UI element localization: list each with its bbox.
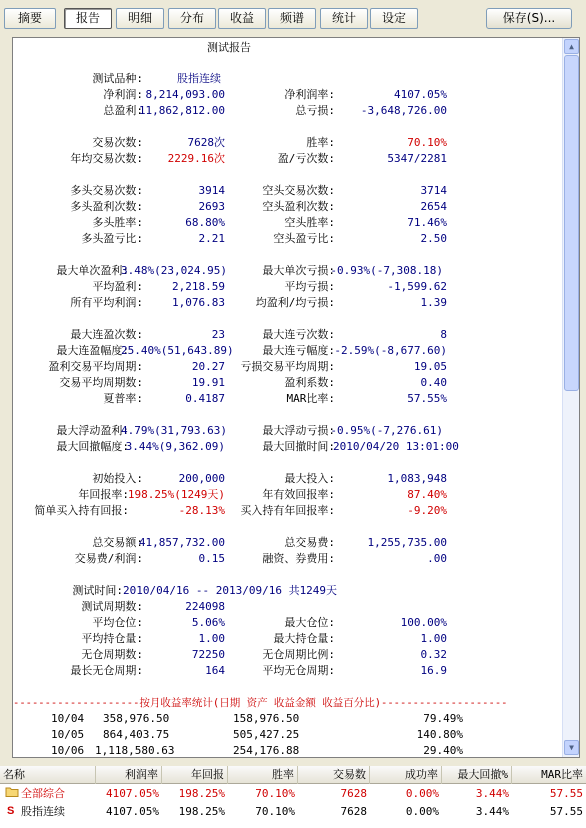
total-profit-value: 11,862,812.00 xyxy=(138,104,225,117)
win-rate-label: 胜率: xyxy=(306,136,335,149)
win-rate-value: 70.10% xyxy=(407,136,447,149)
max-drawdown-time-label: 最大回撤时间: xyxy=(262,440,335,453)
trade-avg-period-value: 19.91 xyxy=(191,376,225,389)
mar-value: 57.55% xyxy=(407,392,447,405)
cell-success-rate: 0.00% xyxy=(405,787,439,800)
tab-details[interactable]: 明细 xyxy=(116,8,164,29)
product-label: 测试品种: xyxy=(92,72,143,85)
monthly-pct: 79.49% xyxy=(423,712,463,725)
tab-summary[interactable]: 摘要 xyxy=(4,8,56,29)
max-float-profit-label: 最大浮动盈利: xyxy=(56,424,129,437)
avg-profit-value: 2,218.59 xyxy=(172,280,225,293)
fee-profit-ratio-label: 交易费/利润: xyxy=(74,552,143,565)
cell-profit-rate: 4107.05% xyxy=(106,787,159,800)
tab-spectrum[interactable]: 频谱 xyxy=(268,8,316,29)
max-float-profit-value: 4.79%(31,793.63) xyxy=(121,424,227,437)
avg-net-value: 1,076.83 xyxy=(172,296,225,309)
monthly-date: 10/05 xyxy=(51,728,85,741)
loss-avg-period-value: 19.05 xyxy=(413,360,447,373)
avg-pl-ratio-value: 1.39 xyxy=(420,296,447,309)
initial-invest-label: 初始投入: xyxy=(92,472,143,485)
max-consec-win-amp-value: 25.40%(51,643.89) xyxy=(121,344,234,357)
long-pl-ratio-label: 多头盈亏比: xyxy=(81,232,143,245)
annual-eff-return-value: 87.40% xyxy=(407,488,447,501)
annual-trades-value: 2229.16次 xyxy=(167,152,225,165)
save-button[interactable]: 保存(S)... xyxy=(486,8,572,29)
monthly-asset: 358,976.50 xyxy=(103,712,170,725)
report-content xyxy=(13,38,563,757)
cell-success-rate: 0.00% xyxy=(405,805,439,818)
column-header-name[interactable]: 名称 xyxy=(0,766,96,784)
max-consec-loss-amp-value: -2.59%(-8,677.60) xyxy=(334,344,447,357)
max-consec-win-label: 最大连盈次数: xyxy=(70,328,143,341)
monthly-row xyxy=(13,744,580,758)
column-header-profit-rate[interactable]: 利润率 xyxy=(96,766,162,784)
monthly-row xyxy=(13,712,580,726)
profit-factor-value: 0.40 xyxy=(420,376,447,389)
long-win-rate-label: 多头胜率: xyxy=(92,216,143,229)
avg-flat-value: 16.9 xyxy=(420,664,447,677)
report-vertical-scrollbar[interactable] xyxy=(562,38,579,757)
tab-returns[interactable]: 收益 xyxy=(218,8,266,29)
sharpe-label: 夏普率: xyxy=(103,392,143,405)
column-header-mar[interactable]: MAR比率 xyxy=(541,768,583,781)
max-single-loss-value: -0.93%(-7,308.18) xyxy=(330,264,443,277)
max-drawdown-label: 最大回撤幅度: xyxy=(56,440,129,453)
sharpe-value: 0.4187 xyxy=(185,392,225,405)
avg-pl-ratio-label: 均盈利/均亏损: xyxy=(255,296,335,309)
max-consec-win-amp-label: 最大连盈幅度: xyxy=(56,344,129,357)
bh-annual-return-label: 买入持有年回报率: xyxy=(240,504,335,517)
net-profit-label: 净利润: xyxy=(103,88,143,101)
monthly-date: 10/04 xyxy=(51,712,85,725)
max-consec-loss-label: 最大连亏次数: xyxy=(262,328,335,341)
bh-return-label: 简单买入持有回报: xyxy=(34,504,129,517)
avg-holding-value: 1.00 xyxy=(198,632,225,645)
net-profit-rate-value: 4107.05% xyxy=(394,88,447,101)
annual-trades-label: 年均交易次数: xyxy=(70,152,143,165)
long-win-count-value: 2693 xyxy=(198,200,225,213)
cell-mar: 57.55 xyxy=(549,787,583,800)
max-single-profit-value: 3.48%(23,024.95) xyxy=(121,264,227,277)
column-header-max-drawdown[interactable]: 最大回撤% xyxy=(442,766,512,784)
cell-profit-rate: 4107.05% xyxy=(106,805,159,818)
avg-position-label: 平均仓位: xyxy=(92,616,143,629)
avg-net-label: 所有平均利润: xyxy=(70,296,143,309)
cell-win-rate: 70.10% xyxy=(255,787,295,800)
monthly-header: --------------------按月收益率统计(日期 资产 收益金额 收益百分比)-------------------- xyxy=(13,697,508,709)
avg-flat-label: 平均无仓周期: xyxy=(262,664,335,677)
column-header-annual-return[interactable]: 年回报 xyxy=(162,766,228,784)
avg-position-value: 5.06% xyxy=(191,616,225,629)
strategy-s-icon: S xyxy=(7,805,15,817)
report-tab-bar xyxy=(0,0,586,34)
win-avg-period-value: 20.27 xyxy=(191,360,225,373)
total-fees-value: 1,255,735.00 xyxy=(367,536,447,549)
win-loss-count-value: 5347/2281 xyxy=(387,152,447,165)
max-invest-value: 1,083,948 xyxy=(387,472,447,485)
fee-profit-ratio-value: 0.15 xyxy=(198,552,225,565)
test-time-value: 2010/04/16 -- 2013/09/16 共1249天 xyxy=(123,584,338,597)
strategy-summary-table xyxy=(0,766,586,828)
scroll-up-arrow-icon[interactable]: ▲ xyxy=(564,39,579,54)
cell-win-rate: 70.10% xyxy=(255,805,295,818)
tab-distribution[interactable]: 分布 xyxy=(168,8,216,29)
max-drawdown-time-value: 2010/04/20 13:01:00 xyxy=(333,440,459,453)
trade-avg-period-label: 交易平均周期数: xyxy=(59,376,143,389)
max-invest-label: 最大投入: xyxy=(284,472,335,485)
initial-invest-value: 200,000 xyxy=(178,472,225,485)
net-profit-rate-label: 净利润率: xyxy=(284,88,335,101)
monthly-asset: 1,118,580.63 xyxy=(95,744,175,757)
max-flat-value: 164 xyxy=(205,664,225,677)
test-periods-label: 测试周期数: xyxy=(81,600,143,613)
flat-ratio-value: 0.32 xyxy=(420,648,447,661)
cell-trades: 7628 xyxy=(340,805,367,818)
row-name: 全部综合 xyxy=(21,787,65,800)
scroll-down-arrow-icon[interactable]: ▼ xyxy=(564,740,579,755)
max-single-loss-label: 最大单次亏损: xyxy=(262,264,335,277)
bh-return-value: -28.13% xyxy=(178,504,225,517)
column-header-win-rate[interactable]: 胜率 xyxy=(228,766,298,784)
avg-holding-label: 平均持仓量: xyxy=(81,632,143,645)
long-win-count-label: 多头盈利次数: xyxy=(70,200,143,213)
long-trades-value: 3914 xyxy=(198,184,225,197)
monthly-pct: 140.80% xyxy=(416,728,463,741)
monthly-gain: 254,176.88 xyxy=(233,744,300,757)
mar-label: MAR比率: xyxy=(286,392,335,405)
long-win-rate-value: 68.80% xyxy=(185,216,225,229)
cell-annual-return: 198.25% xyxy=(178,787,225,800)
win-loss-count-label: 盈/亏次数: xyxy=(277,152,335,165)
short-win-count-value: 2654 xyxy=(420,200,447,213)
max-consec-loss-amp-label: 最大连亏幅度: xyxy=(262,344,335,357)
max-single-profit-label: 最大单次盈利: xyxy=(56,264,129,277)
cell-max-drawdown: 3.44% xyxy=(475,805,509,818)
total-volume-value: 41,857,732.00 xyxy=(138,536,225,549)
avg-loss-value: -1,599.62 xyxy=(387,280,447,293)
column-header-trades[interactable]: 交易数 xyxy=(298,766,370,784)
financing-fee-label: 融资、券费用: xyxy=(262,552,335,565)
trade-count-label: 交易次数: xyxy=(92,136,143,149)
bh-annual-return-value: -9.20% xyxy=(407,504,447,517)
trade-count-value: 7628次 xyxy=(187,136,225,149)
profit-factor-label: 盈利系数: xyxy=(284,376,335,389)
short-pl-ratio-label: 空头盈亏比: xyxy=(273,232,335,245)
max-position-label: 最大仓位: xyxy=(284,616,335,629)
monthly-row xyxy=(13,728,580,742)
monthly-gain: 158,976.50 xyxy=(233,712,300,725)
monthly-gain: 505,427.25 xyxy=(233,728,300,741)
table-row[interactable] xyxy=(0,785,586,803)
monthly-pct: 29.40% xyxy=(423,744,463,757)
max-holding-value: 1.00 xyxy=(420,632,447,645)
short-win-rate-label: 空头胜率: xyxy=(284,216,335,229)
max-float-loss-label: 最大浮动亏损: xyxy=(262,424,335,437)
scrollbar-thumb[interactable] xyxy=(564,55,579,391)
short-trades-value: 3714 xyxy=(420,184,447,197)
flat-periods-label: 无仓周期数: xyxy=(81,648,143,661)
max-consec-loss-value: 8 xyxy=(440,328,447,341)
loss-avg-period-label: 亏损交易平均周期: xyxy=(240,360,335,373)
folder-icon xyxy=(2,785,16,803)
max-holding-label: 最大持仓量: xyxy=(273,632,335,645)
table-row[interactable] xyxy=(0,803,586,821)
flat-periods-value: 72250 xyxy=(191,648,225,661)
total-loss-label: 总亏损: xyxy=(295,104,335,117)
total-profit-label: 总盈利: xyxy=(103,104,143,117)
tab-statistics[interactable]: 统计 xyxy=(320,8,368,29)
annual-return-value: 198.25%(1249天) xyxy=(127,488,225,501)
annual-eff-return-label: 年有效回报率: xyxy=(262,488,335,501)
total-loss-value: -3,648,726.00 xyxy=(360,104,447,117)
tab-report[interactable]: 报告 xyxy=(64,8,112,29)
long-trades-label: 多头交易次数: xyxy=(70,184,143,197)
product-value: 股指连续 xyxy=(177,72,221,85)
monthly-date: 10/06 xyxy=(51,744,85,757)
row-name: 股指连续 xyxy=(21,805,65,818)
total-volume-label: 总交易额: xyxy=(92,536,143,549)
short-win-rate-value: 71.46% xyxy=(407,216,447,229)
column-header-success-rate[interactable]: 成功率 xyxy=(370,766,442,784)
short-pl-ratio-value: 2.50 xyxy=(420,232,447,245)
report-panel xyxy=(12,37,580,758)
max-consec-win-value: 23 xyxy=(211,328,225,341)
annual-return-label: 年回报率: xyxy=(78,488,129,501)
tab-settings[interactable]: 设定 xyxy=(370,8,418,29)
max-drawdown-value: 3.44%(9,362.09) xyxy=(125,440,225,453)
report-title: 测试报告 xyxy=(207,41,251,54)
monthly-asset: 864,403.75 xyxy=(103,728,170,741)
cell-mar: 57.55 xyxy=(549,805,583,818)
table-header xyxy=(0,766,586,784)
financing-fee-value: .00 xyxy=(427,552,447,565)
max-flat-label: 最长无仓周期: xyxy=(70,664,143,677)
net-profit-value: 8,214,093.00 xyxy=(145,88,225,101)
short-win-count-label: 空头盈利次数: xyxy=(262,200,335,213)
total-fees-label: 总交易费: xyxy=(284,536,335,549)
avg-profit-label: 平均盈利: xyxy=(92,280,143,293)
flat-ratio-label: 无仓周期比例: xyxy=(262,648,335,661)
short-trades-label: 空头交易次数: xyxy=(262,184,335,197)
max-position-value: 100.00% xyxy=(400,616,447,629)
test-time-label: 测试时间: xyxy=(72,584,123,597)
win-avg-period-label: 盈利交易平均周期: xyxy=(48,360,143,373)
avg-loss-label: 平均亏损: xyxy=(284,280,335,293)
cell-annual-return: 198.25% xyxy=(178,805,225,818)
long-pl-ratio-value: 2.21 xyxy=(198,232,225,245)
test-periods-value: 224098 xyxy=(185,600,225,613)
max-float-loss-value: -0.95%(-7,276.61) xyxy=(330,424,443,437)
cell-max-drawdown: 3.44% xyxy=(475,787,509,800)
cell-trades: 7628 xyxy=(340,787,367,800)
